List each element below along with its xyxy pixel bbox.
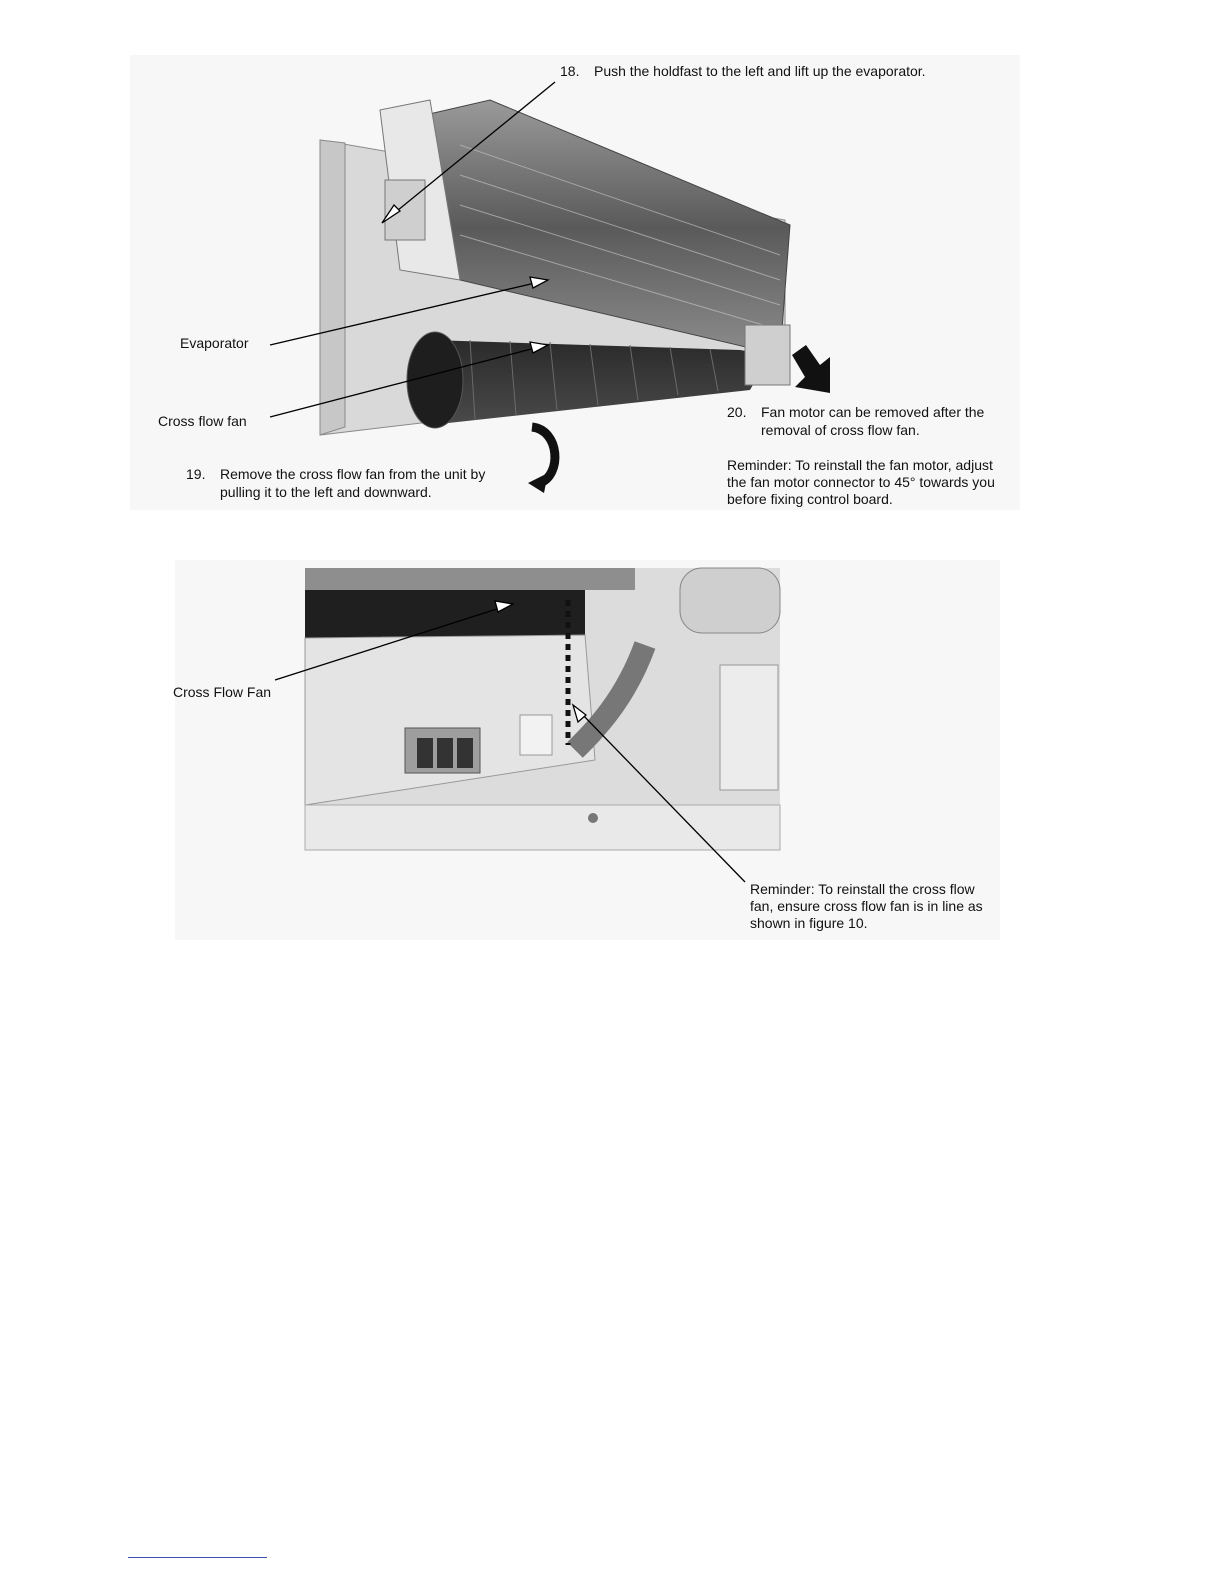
- step-19-line-2: pulling it to the left and downward.: [220, 484, 432, 500]
- label-cross-flow-fan-2: Cross Flow Fan: [173, 684, 272, 700]
- step-18-text: Push the holdfast to the left and lift up the evaporator.: [594, 63, 926, 79]
- fan-motor-reminder: [727, 457, 995, 508]
- step-19-number: 19.: [186, 466, 206, 482]
- figure-cross-flow-fan-alignment: [175, 560, 1000, 940]
- cross-flow-fan-reminder-line-2: fan, ensure cross flow fan is in line as: [750, 898, 983, 914]
- label-cross-flow-fan: Cross flow fan: [158, 413, 247, 429]
- cross-flow-fan-reminder: [750, 881, 983, 932]
- step-18-number: 18.: [560, 63, 580, 79]
- evaporator-photo-illustration: [130, 55, 1020, 510]
- fan-motor-reminder-line-3: before fixing control board.: [727, 491, 893, 507]
- step-20-line-2: removal of cross flow fan.: [761, 422, 920, 438]
- step-20-line-1: Fan motor can be removed after the: [761, 404, 985, 420]
- fan-motor-reminder-line-1: Reminder: To reinstall the fan motor, adjust: [727, 457, 993, 473]
- step-20-number: 20.: [727, 404, 747, 420]
- cross-flow-fan-reminder-line-1: Reminder: To reinstall the cross flow: [750, 881, 975, 897]
- figure-evaporator-removal: [130, 55, 1020, 510]
- fan-motor-reminder-line-2: the fan motor connector to 45° towards you: [727, 474, 995, 490]
- label-evaporator: Evaporator: [180, 335, 249, 351]
- step-19-line-1: Remove the cross flow fan from the unit by: [220, 466, 486, 482]
- footer-rule: [128, 1557, 267, 1558]
- cross-flow-fan-reminder-line-3: shown in figure 10.: [750, 915, 868, 931]
